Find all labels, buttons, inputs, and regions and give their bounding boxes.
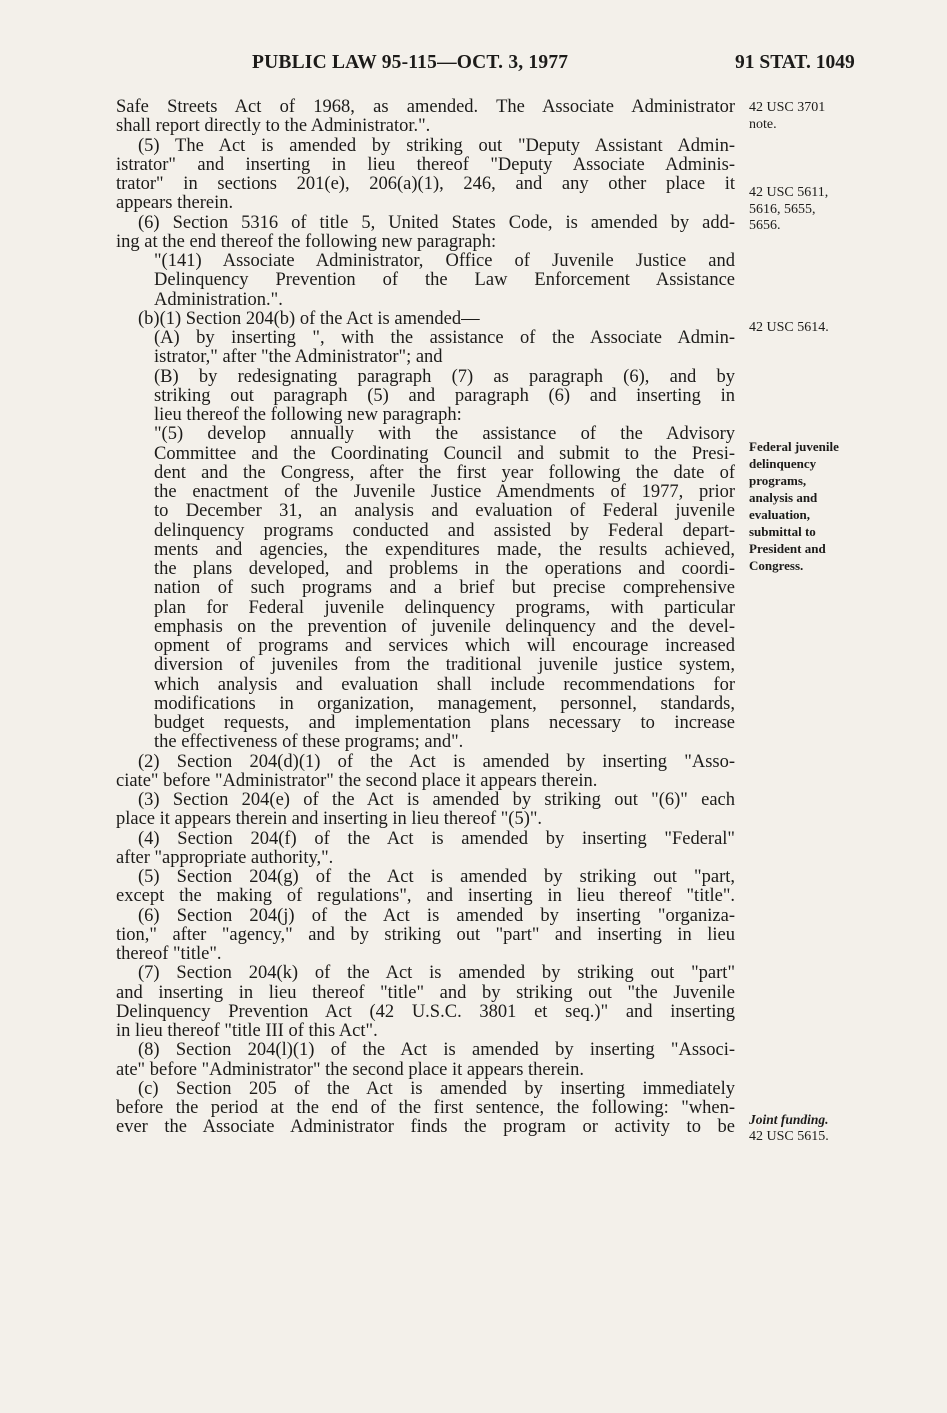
page-header-stat: 91 STAT. 1049 [735,52,855,73]
text-line: Committee and the Coordinating Council and submit to the Presi- [154,444,735,464]
margin-note-federal-juvenile [749,438,889,574]
text-line: ever the Associate Administrator finds the program or activity to be [116,1118,735,1138]
text-line: and inserting in lieu thereof "title" and by striking out "the Juvenile [116,983,735,1003]
text-line: (5) The Act is amended by striking out "Deputy Assistant Admin- [138,136,735,156]
text-line: appears therein. [116,194,234,214]
margin-note-line: Joint funding. [749,1112,829,1127]
margin-note-line: 5656. [749,218,781,233]
text-line: opment of programs and services which will encourage increased [154,637,735,656]
text-line: istrator," after "the Administrator"; and [154,348,443,368]
text-line: (2) Section 204(d)(1) of the Act is amended by inserting "Asso- [138,752,735,772]
margin-note-line: 42 USC 5611, [749,185,829,200]
text-line: plan for Federal juvenile delinquency programs, with particular [154,598,735,618]
text-line: ing at the end thereof the following new paragraph: [116,232,497,252]
text-line: istrator" and inserting in lieu thereof "Deputy Associate Adminis- [116,155,735,175]
text-line: before the period at the end of the first sentence, the following: "when- [116,1099,735,1118]
margin-note-line: 42 USC 3701 [749,100,826,115]
margin-note-line: 5616, 5655, [749,201,816,217]
text-line: which analysis and evaluation shall include recommendations for [154,675,735,695]
text-line: to December 31, an analysis and evaluation of Federal juvenile [154,502,735,522]
margin-note-line: Federal juvenile [749,439,839,454]
margin-note-line: Congress. [749,558,804,573]
text-line: trator" in sections 201(e), 206(a)(1), 246, and any other place it [116,175,735,194]
text-line: (c) Section 205 of the Act is amended by inserting immediately [138,1079,735,1099]
margin-note-line: President and [749,541,826,556]
page-header-title: PUBLIC LAW 95-115—OCT. 3, 1977 [252,52,569,73]
text-line: nation of such programs and a brief but precise comprehensive [154,579,735,599]
text-line: the plans developed, and problems in the operations and coordi- [154,560,735,579]
text-line: shall report directly to the Administrator.". [116,117,431,137]
text-line: tion," after "agency," and by striking out "part" and inserting in lieu [116,925,735,945]
text-line: ments and agencies, the expenditures made, the results achieved, [154,540,735,560]
text-line: after "appropriate authority,". [116,848,334,868]
margin-note-42-usc-5611 [749,185,889,235]
text-line: ate" before "Administrator" the second place it appears therein. [116,1060,585,1080]
text-line: striking out paragraph (5) and paragraph (6) and inserting in [154,386,735,406]
text-line: (6) Section 5316 of title 5, United States Code, is amended by add- [138,213,735,233]
text-line: Delinquency Prevention Act (42 U.S.C. 3801 et seq.)" and inserting [116,1002,735,1022]
text-line: emphasis on the prevention of juvenile delinquency and the devel- [154,617,735,637]
text-line: ciate" before "Administrator" the second place it appears therein. [116,771,598,791]
text-line: (4) Section 204(f) of the Act is amended by inserting "Federal" [138,829,735,849]
body-text [116,98,735,1138]
text-line: the effectiveness of these programs; and". [154,733,464,753]
margin-note-line: delinquency [749,456,817,471]
margin-note-line: evaluation, [749,507,811,522]
text-line: (6) Section 204(j) of the Act is amended by inserting "organiza- [138,906,735,926]
text-line: (5) Section 204(g) of the Act is amended by striking out "part, [138,868,735,887]
margin-note-line: 42 USC 5615. [749,1129,829,1144]
text-line: "(141) Associate Administrator, Office of Juvenile Justice and [154,252,735,271]
margin-note-line: note. [749,116,777,132]
margin-note-line: analysis and [749,490,818,505]
text-line: "(5) develop annually with the assistance of the Advisory [154,425,735,445]
text-line: the enactment of the Juvenile Justice Amendments of 1977, prior [154,483,735,502]
text-line: dent and the Congress, after the first year following the date of [154,463,735,483]
margin-note-line: submittal to [749,524,816,539]
text-line: budget requests, and implementation plans necessary to increase [154,714,735,733]
text-line: (3) Section 204(e) of the Act is amended by striking out "(6)" each [138,791,735,810]
text-line: Administration.". [154,290,283,310]
text-line: modifications in organization, management, personnel, standards, [154,694,735,714]
margin-note-42-usc-3701 [749,100,889,133]
text-line: in lieu thereof "title III of this Act". [116,1022,378,1041]
text-line: (A) by inserting ", with the assistance of the Associate Admin- [154,329,735,348]
text-line: place it appears therein and inserting in lieu thereof "(5)". [116,810,543,830]
margin-note-line: 42 USC 5614. [749,320,829,335]
margin-note-42-usc-5614 [749,320,889,337]
text-line: Safe Streets Act of 1968, as amended. The Associate Administrator [116,98,735,117]
text-line: except the making of regulations", and inserting in lieu thereof "title". [116,887,735,907]
text-line: (8) Section 204(l)(1) of the Act is amended by inserting "Associ- [138,1041,735,1061]
text-line: delinquency programs conducted and assisted by Federal depart- [154,521,735,541]
text-line: (7) Section 204(k) of the Act is amended by striking out "part" [138,964,735,984]
margin-note-42-usc-5615 [749,1129,889,1146]
margin-note-joint-funding [749,1112,889,1129]
margin-note-line: programs, [749,473,807,488]
text-line: thereof "title". [116,945,222,964]
text-line: (B) by redesignating paragraph (7) as paragraph (6), and by [154,367,735,387]
text-line: diversion of juveniles from the traditional juvenile justice system, [154,656,735,676]
text-line: lieu thereof the following new paragraph: [154,406,462,425]
text-line: Delinquency Prevention of the Law Enforcement Assistance [154,271,735,291]
text-line: (b)(1) Section 204(b) of the Act is amended— [138,309,480,329]
